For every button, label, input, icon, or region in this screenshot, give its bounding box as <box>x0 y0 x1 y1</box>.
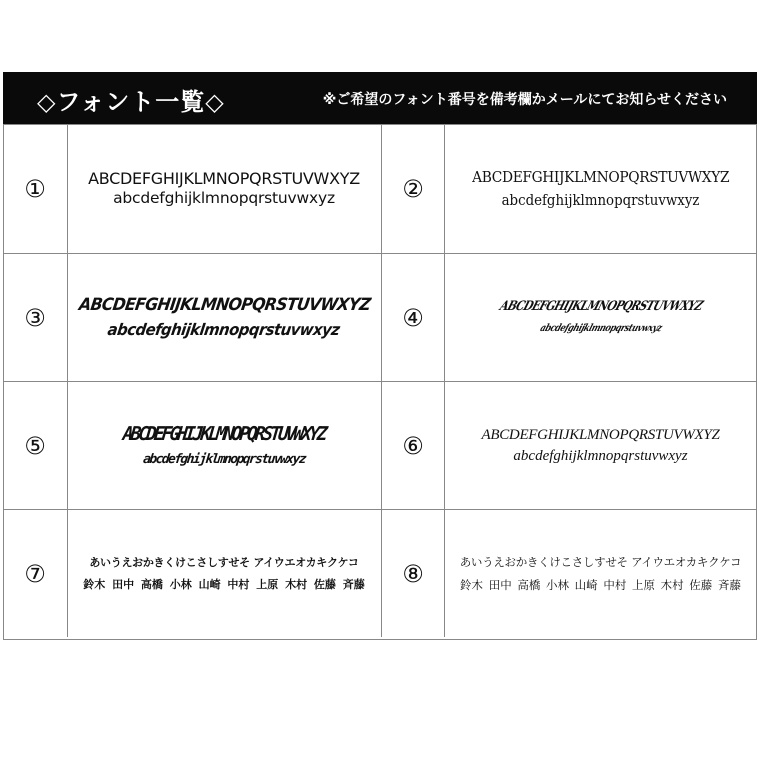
sample-kanji: 鈴木 田中 高橋 小林 山崎 中村 上原 木村 佐藤 斉藤 <box>83 577 365 591</box>
font-number-6: ⑥ <box>402 431 424 460</box>
sample-lowercase: abcdefghijklmnopqrstuvwxyz <box>113 189 335 208</box>
font-sample-3 <box>68 254 380 381</box>
font-sample-2 <box>445 125 756 253</box>
font-row-1 <box>4 125 756 253</box>
font-number-3: ③ <box>24 303 46 332</box>
font-number-2: ② <box>402 175 424 203</box>
sample-lowercase: abcdefghijklmnopqrstuvwxyz <box>501 193 700 210</box>
header-note: ※ご希望のフォント番号を備考欄かメールにてお知らせください <box>322 92 727 108</box>
sample-uppercase: ABCDEFGHIJKLMNOPQRSTUVWXYZ <box>88 169 360 189</box>
font-sample-7 <box>68 510 380 637</box>
sample-uppercase: ABCDEFGHIJKLMNOPQRSTUVWXYZ <box>481 426 720 443</box>
sample-lowercase: abcdefghijklmnopqrstuvwxyz <box>142 452 306 468</box>
sample-lowercase: abcdefghijklmnopqrstuvwxyz <box>106 320 342 340</box>
sample-lowercase: abcdefghijklmnopqrstuvwxyz <box>538 323 663 335</box>
font-number-7: ⑦ <box>24 559 46 588</box>
sample-uppercase: ABCDEFGHIJKLMNOPQRSTUVWXYZ <box>121 422 327 445</box>
font-sample-5 <box>68 382 380 509</box>
font-number-8: ⑧ <box>402 559 424 588</box>
sample-uppercase: ABCDEFGHIJKLMNOPQRSTUVWXYZ <box>77 294 371 315</box>
font-number-1: ① <box>24 175 46 203</box>
sample-uppercase: ABCDEFGHIJKLMNOPQRSTUVWXYZ <box>497 299 704 315</box>
sample-kanji: 鈴木 田中 高橋 小林 山崎 中村 上原 木村 佐藤 斉藤 <box>460 577 741 592</box>
sample-kana: あいうえおかきくけこさしすせそ アイウエオカキクケコ <box>459 555 742 570</box>
font-number-5: ⑤ <box>24 431 46 460</box>
sample-lowercase: abcdefghijklmnopqrstuvwxyz <box>513 447 688 464</box>
font-sample-8 <box>445 510 756 637</box>
font-row-4 <box>4 509 756 637</box>
font-sample-4 <box>445 254 756 381</box>
font-number-4: ④ <box>402 303 424 332</box>
sample-kana: あいうえおかきくけこさしすせそ アイウエオカキクケコ <box>89 555 359 569</box>
header-bar <box>3 72 757 124</box>
font-sample-1 <box>68 125 380 253</box>
font-row-3 <box>4 381 756 509</box>
font-row-2 <box>4 253 756 381</box>
font-grid <box>3 124 757 640</box>
font-sample-6 <box>445 382 756 509</box>
page-title: ◇フォント一覧◇ <box>37 87 225 116</box>
font-list-sheet <box>3 72 757 640</box>
sample-uppercase: ABCDEFGHIJKLMNOPQRSTUVWXYZ <box>471 167 730 186</box>
